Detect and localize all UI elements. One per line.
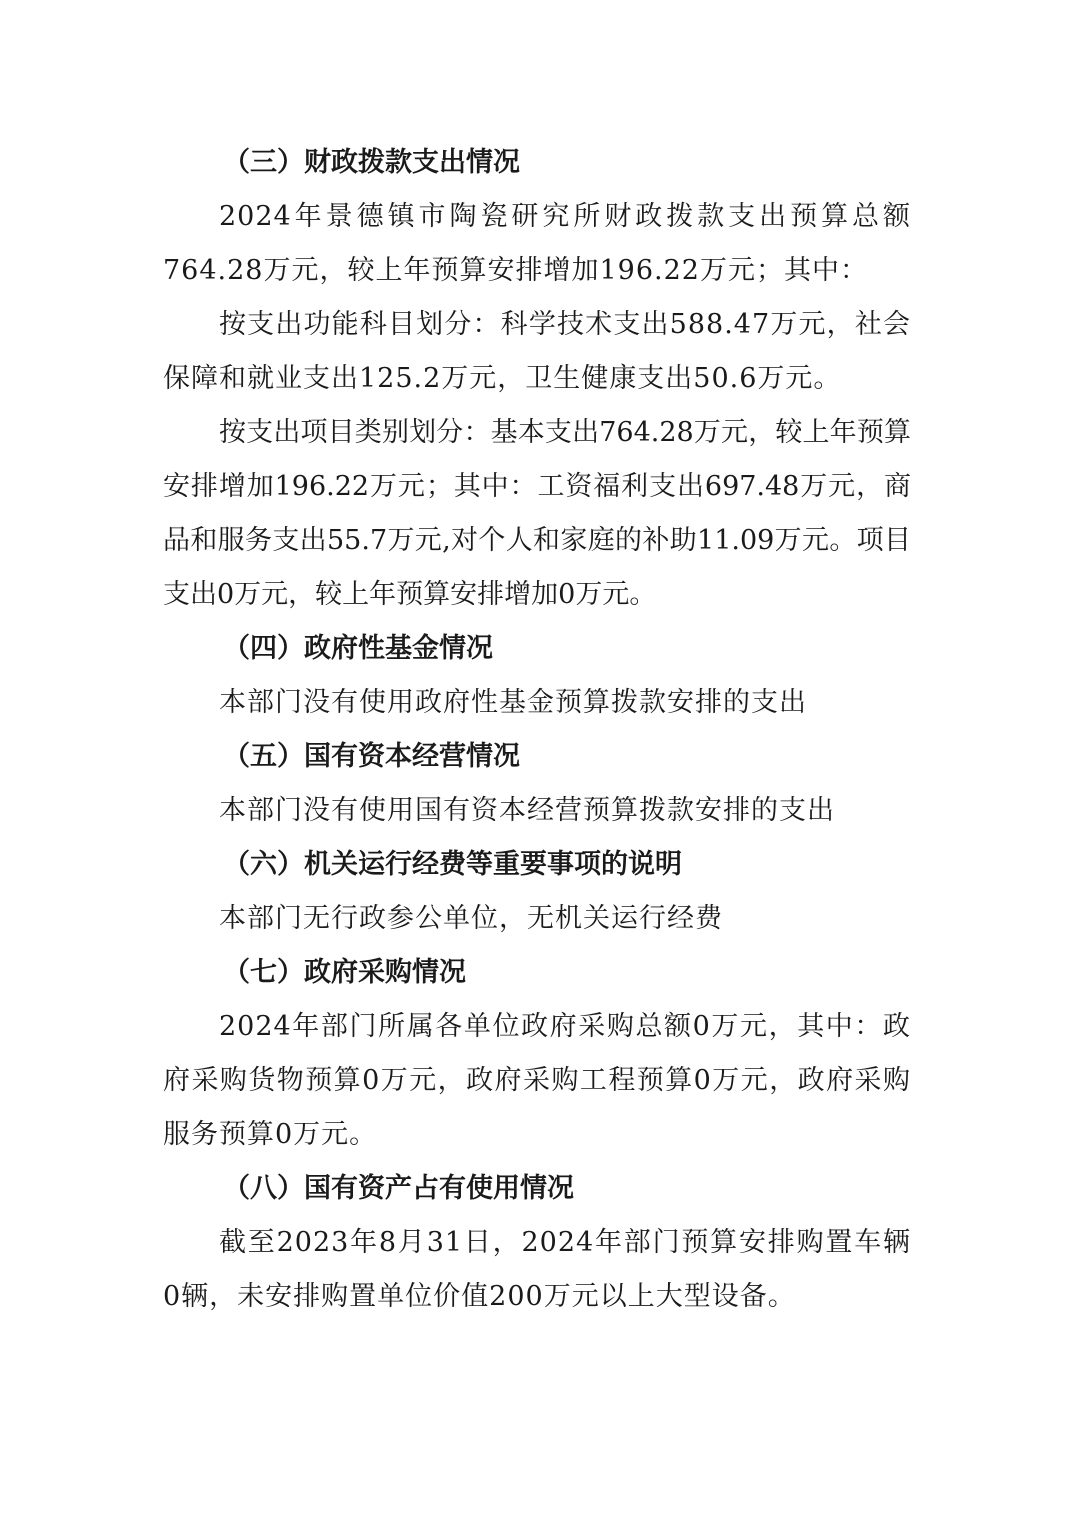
document-body xyxy=(163,136,911,1324)
paragraph-fiscal-total: 2024年景德镇市陶瓷研究所财政拨款支出预算总额764.28万元，较上年预算安排增加196.22万元；其中： xyxy=(163,201,911,286)
paragraph-government-fund: 本部门没有使用政府性基金预算拨款安排的支出 xyxy=(219,687,807,718)
paragraph-state-capital: 本部门没有使用国有资本经营预算拨款安排的支出 xyxy=(219,795,835,826)
section-heading-state-capital: （五）国有资本经营情况 xyxy=(223,741,520,772)
section-heading-operating-expenses: （六）机关运行经费等重要事项的说明 xyxy=(223,849,682,880)
paragraph-procurement: 2024年部门所属各单位政府采购总额0万元，其中：政府采购货物预算0万元，政府采购工程预算0万元，政府采购服务预算0万元。 xyxy=(163,1011,911,1150)
paragraph-state-assets: 截至2023年8月31日，2024年部门预算安排购置车辆0辆，未安排购置单位价值200万元以上大型设备。 xyxy=(163,1227,911,1312)
paragraph-functional-breakdown: 按支出功能科目划分：科学技术支出588.47万元，社会保障和就业支出125.2万元，卫生健康支出50.6万元。 xyxy=(163,309,911,394)
section-heading-procurement: （七）政府采购情况 xyxy=(223,957,466,988)
paragraph-operating-expenses: 本部门无行政参公单位，无机关运行经费 xyxy=(219,903,723,934)
section-heading-state-assets: （八）国有资产占有使用情况 xyxy=(223,1173,574,1204)
paragraph-project-category-breakdown: 按支出项目类别划分：基本支出764.28万元，较上年预算安排增加196.22万元；其中：工资福利支出697.48万元，商品和服务支出55.7万元,对个人和家庭的补助11.09万元。项目支出0万元，较上年预算安排增加0万元。 xyxy=(163,417,911,610)
section-heading-government-fund: （四）政府性基金情况 xyxy=(223,633,493,664)
section-heading-fiscal-expenditure: （三）财政拨款支出情况 xyxy=(223,147,520,178)
